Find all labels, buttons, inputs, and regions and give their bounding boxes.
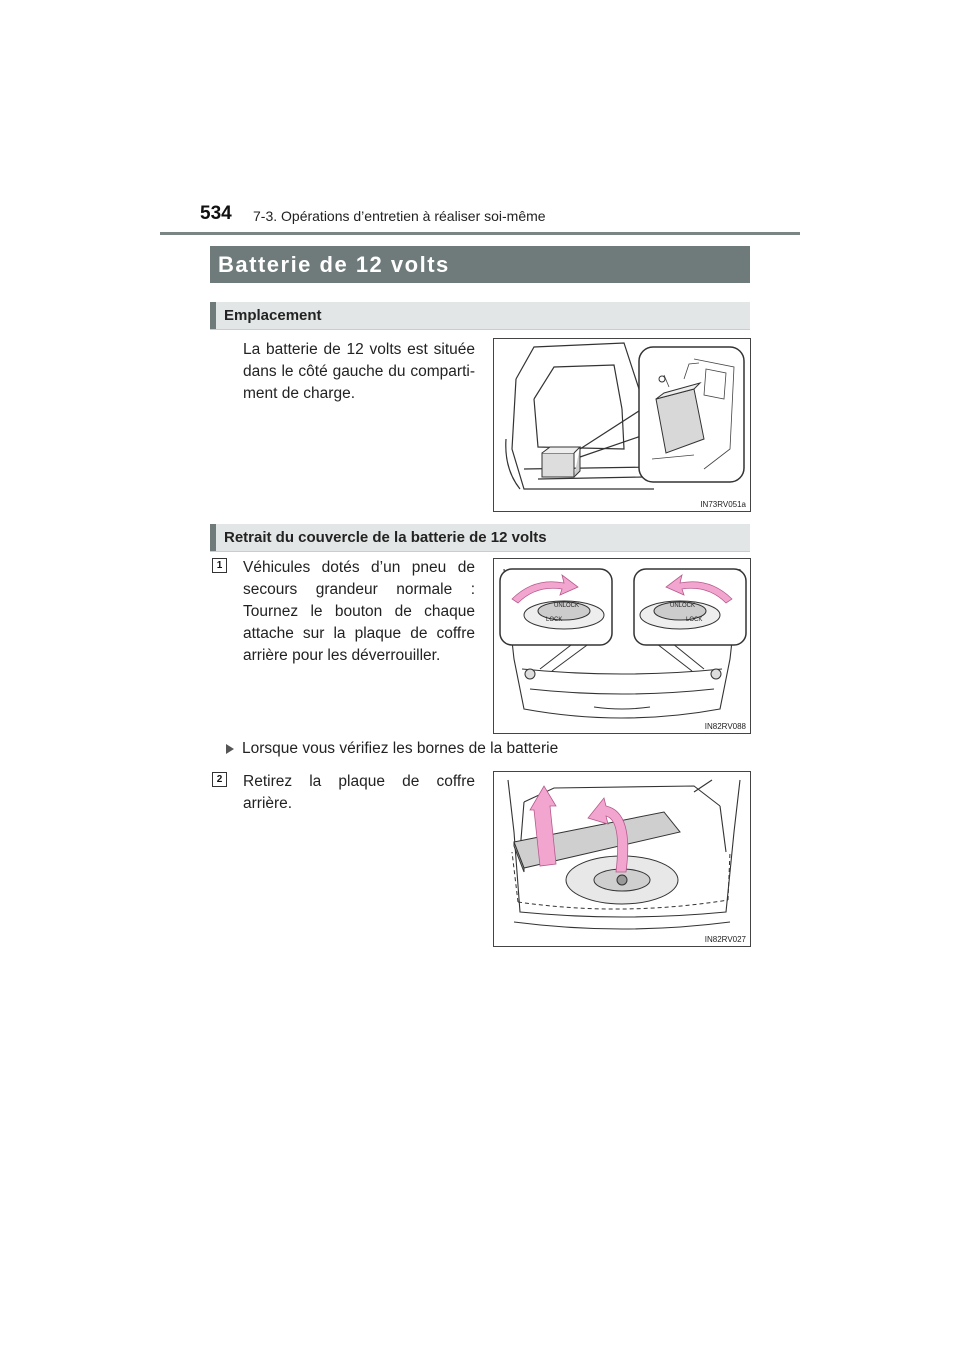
figure-battery-location — [493, 338, 751, 512]
knob-label-left-unlock: UNLOCK — [554, 603, 580, 609]
remove-plate-illustration — [494, 772, 750, 946]
step-number-2: 2 — [212, 772, 227, 787]
subheading-accent — [210, 524, 216, 551]
page-number: 534 — [200, 203, 232, 224]
subheading-accent — [210, 302, 216, 329]
subheading-retrait — [210, 524, 750, 552]
chapter-title: 7-3. Opérations d’entretien à réaliser soi-même — [253, 208, 546, 224]
knob-label-right-unlock: UNLOCK — [670, 603, 696, 609]
figure-code: IN82RV027 — [704, 935, 746, 944]
figure-unlock-knobs — [493, 558, 751, 734]
subheading-label: Emplacement — [224, 307, 322, 324]
step-number-1: 1 — [212, 558, 227, 573]
step2-text: Retirez la plaque de coffre arrière. — [243, 773, 475, 812]
knob-label-right-lock: LOCK — [686, 617, 703, 623]
battery-location-illustration — [494, 339, 750, 511]
header-rule — [160, 232, 800, 235]
knob-label-left-lock: LOCK — [546, 617, 563, 623]
figure-remove-plate — [493, 771, 751, 947]
bullet-text: Lorsque vous vérifiez les bornes de la batterie — [242, 740, 559, 757]
section-title: Batterie de 12 volts — [218, 252, 450, 277]
unlock-knobs-illustration — [494, 559, 750, 733]
figure-code: IN73RV051a — [700, 500, 746, 509]
step1-text: Véhicules dotés d’un pneu de secours grandeur normale : Tournez le bouton de chaque attache sur la plaque de coffre arrière pour les déverrouiller. — [243, 559, 475, 664]
subheading-emplacement — [210, 302, 750, 330]
figure-code: IN82RV088 — [704, 722, 746, 731]
emplacement-text: La batterie de 12 volts est située dans le côté gauche du comparti-ment de charge. — [243, 341, 475, 402]
bullet-arrow-icon — [226, 744, 234, 754]
subheading-label: Retrait du couvercle de la batterie de 12 volts — [224, 529, 547, 546]
